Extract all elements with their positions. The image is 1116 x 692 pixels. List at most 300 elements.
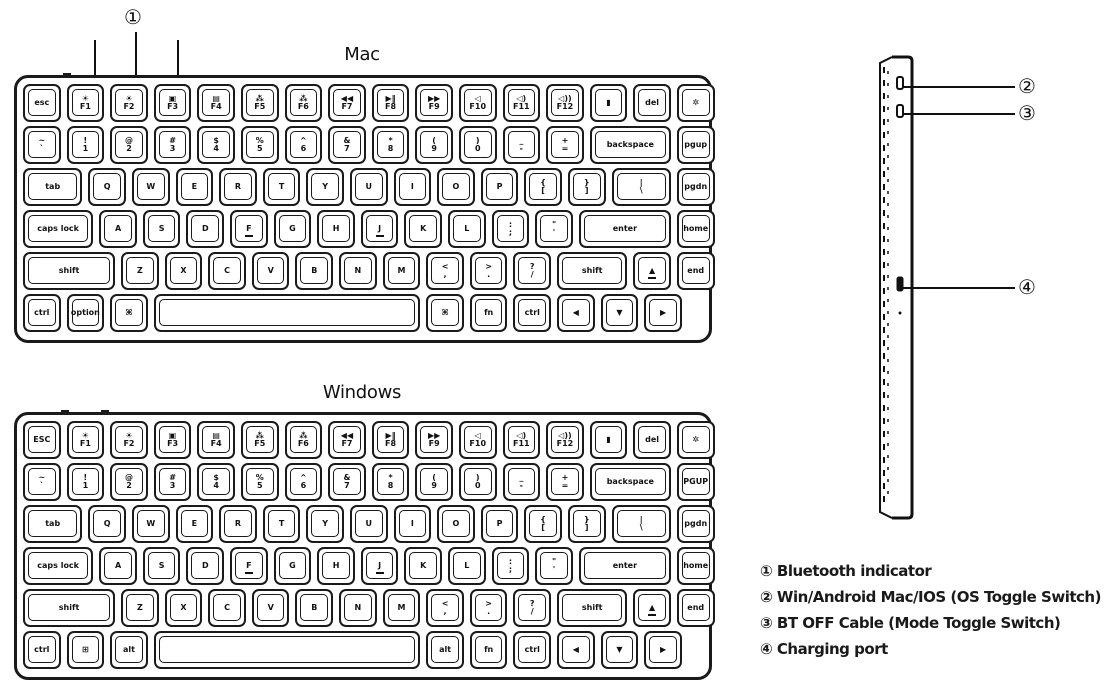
key-legend: H [332,561,340,570]
key-legend: home [683,224,709,233]
key-legend: + = [561,136,569,153]
key-legend: Q [103,519,111,528]
key-legend: esc [34,98,50,107]
key-legend: del [645,98,660,107]
key-j [361,210,399,248]
key-3 [154,84,192,122]
key-legend: + = [561,473,569,490]
key-legend: M [397,266,406,275]
key-7 [557,294,595,332]
key-legend: tab [45,182,61,191]
key-legend: option [70,308,100,317]
key-ctrl [513,631,551,669]
key-legend: ▮ [606,98,611,107]
key-11 [535,210,573,248]
key-legend: end [687,603,705,612]
key-9 [415,126,453,164]
key-w [132,168,170,206]
key-row [23,84,703,122]
key-m [383,589,421,627]
key-legend: ▶ [659,645,667,654]
key-legend: K [420,224,427,233]
key-legend: A [114,561,122,570]
key-j [361,547,399,585]
key-legend: ✲ [692,435,700,444]
callout-3-label: ③ [1018,101,1036,125]
key-shift [23,252,115,290]
key-row [23,631,703,669]
callout-3-line [903,113,1015,115]
key-legend: ▲ [649,266,656,275]
key-legend: ◁)) F12 [556,431,574,448]
key-legend: ctrl [524,645,540,654]
key-legend: Y [322,519,329,528]
key-legend: O [452,519,460,528]
key-l [448,547,486,585]
key-s [143,210,181,248]
key-12 [546,126,584,164]
key-legend: ⁂ F6 [297,94,309,111]
indicator-light [61,410,69,414]
key-9 [470,589,508,627]
key-15 [677,84,715,122]
key-legend: $ 4 [213,136,219,153]
key-11 [503,421,541,459]
key-legend: F [246,561,252,570]
key-legend: ☀ F1 [79,431,91,448]
key-legend: V [267,266,274,275]
key-h [317,210,355,248]
key-p [481,168,519,206]
key-legend: ◁ F10 [469,431,487,448]
key-row [23,589,703,627]
key-legend: ◀ [572,308,579,317]
key-caps-lock [23,547,93,585]
homing-bump [245,235,253,237]
key-d [186,210,224,248]
key-11 [524,168,562,206]
key-u [350,168,388,206]
key-legend: backspace [606,140,654,149]
key-b [295,589,333,627]
key-t [263,505,301,543]
key-home [677,547,715,585]
key-2 [110,126,148,164]
key-row [23,126,708,164]
key-v [252,252,290,290]
key-legend: G [289,224,296,233]
key-7 [328,463,366,501]
key-row [23,547,709,585]
key-g [274,547,312,585]
key-1 [67,84,105,122]
key-legend: J [378,561,382,570]
key-legend: pgdn [684,519,708,528]
key-legend: N [354,603,362,612]
key-legend: } ] [583,178,590,195]
key-legend: ▶▶ F9 [427,94,441,111]
key-7 [328,84,366,122]
key-10 [459,421,497,459]
homing-bump [376,572,384,574]
key-legend: { [ [540,515,546,532]
key-legend: ▶‖ F8 [385,431,397,448]
legend-item-os-toggle-switch: ② Win/Android Mac/IOS (OS Toggle Switch) [760,588,1101,606]
key-end [677,589,715,627]
key-legend: ) 0 [474,473,481,490]
key-legend: L [464,561,470,570]
key-legend: | \ [639,178,643,195]
key-legend: shift [58,603,80,612]
key-legend: ◁)) F12 [556,94,574,111]
key-legend: B [311,603,318,612]
key-row [23,463,709,501]
key-12 [568,168,606,206]
key-0 [23,463,61,501]
key-row [23,421,703,459]
key-12 [633,252,671,290]
legend [760,558,1116,662]
key-w [132,505,170,543]
key-legend: ! 1 [82,136,89,153]
key-pgup [677,126,715,164]
key-x [165,589,203,627]
key-10 [459,463,497,501]
key-legend: : ; [508,220,513,237]
key-2 [110,421,148,459]
key-end [677,252,715,290]
key-legend: ^ 6 [300,473,307,490]
key-p [481,505,519,543]
key-legend: G [289,561,296,570]
key-k [404,547,442,585]
key-shift [23,589,115,627]
key-12 [568,505,606,543]
key-ctrl [23,294,61,332]
key-13 [612,168,671,206]
key-legend: ~ ` [38,473,46,490]
key-legend: ctrl [34,645,50,654]
key-l [448,210,486,248]
key-enter [579,547,671,585]
key-legend: L [464,224,470,233]
key-legend: fn [484,308,494,317]
key-13 [590,84,628,122]
key-11 [503,463,541,501]
key-legend: ! 1 [82,473,89,490]
key-space [154,294,421,332]
mac-layout-title: Mac [344,44,380,65]
key-legend: " ' [551,557,557,574]
key-legend: A [114,224,122,233]
key-legend: ◁) F11 [513,94,530,111]
key-3 [154,421,192,459]
key-o [437,505,475,543]
windows-keyboard [14,412,712,680]
key-z [121,589,159,627]
key-legend: O [452,182,460,191]
key-legend: ⌘ [441,308,449,317]
key-4 [197,126,235,164]
key-2 [110,294,148,332]
key-9 [644,294,682,332]
key-space [154,631,421,669]
key-9 [415,421,453,459]
key-legend: ◀ [572,645,579,654]
key-row [23,294,703,332]
key-legend: D [201,561,209,570]
key-legend: ▶ [659,308,667,317]
homing-bump [245,572,253,574]
key-legend: > . [485,599,492,616]
key-x [165,252,203,290]
key-legend: ▼ [616,308,623,317]
key-legend: R [234,182,242,191]
key-y [306,168,344,206]
key-row [23,210,709,248]
key-legend: % 5 [255,473,264,490]
key-legend: < , [441,599,449,616]
key-legend: ctrl [524,308,540,317]
key-legend: fn [484,645,494,654]
key-8 [601,631,639,669]
key-pgdn [677,505,715,543]
key-del [633,421,671,459]
indicator-light [63,73,71,77]
key-n [339,589,377,627]
key-12 [546,421,584,459]
key-5 [241,463,279,501]
key-legend: ◁ F10 [469,94,487,111]
key-legend: ? / [529,599,535,616]
key-enter [579,210,671,248]
key-legend: PGUP [683,477,709,486]
key-pgdn [677,168,715,206]
indicator-light [101,410,109,414]
key-legend: @ 2 [124,136,133,153]
key-option [67,294,105,332]
key-9 [470,252,508,290]
key-legend: ( 9 [431,136,437,153]
key-r [219,168,257,206]
key-fn [470,631,508,669]
key-legend: * 8 [387,473,394,490]
key-ctrl [23,631,61,669]
key-g [274,210,312,248]
key-e [176,505,214,543]
callout-2-label: ② [1018,74,1036,98]
key-8 [601,294,639,332]
key-legend: $ 4 [213,473,219,490]
mode-toggle-switch [897,105,903,117]
key-legend: ⊞ [82,645,89,654]
key-4 [197,84,235,122]
key-legend: ☀ F1 [79,94,91,111]
key-legend: X [180,603,187,612]
key-1 [67,463,105,501]
key-8 [372,84,410,122]
key-8 [426,589,464,627]
key-legend: ▶▶ F9 [427,431,441,448]
key-fn [470,294,508,332]
key-t [263,168,301,206]
key-7 [328,126,366,164]
key-0 [23,126,61,164]
key-shift [557,252,627,290]
key-legend: # 3 [169,473,176,490]
key-6 [285,421,323,459]
key-y [306,505,344,543]
key-shift [557,589,627,627]
homing-bump [648,277,656,279]
key-2 [110,84,148,122]
key-legend: R [234,519,242,528]
key-legend: % 5 [255,136,264,153]
key-legend: W [146,519,156,528]
key-4 [426,294,464,332]
key-legend: { [ [540,178,546,195]
key-legend: > . [485,262,492,279]
key-row [23,252,703,290]
key-legend: Z [136,266,143,275]
key-legend: D [201,224,209,233]
key-legend: end [687,266,705,275]
key-legend: @ 2 [124,473,133,490]
key-esc [23,421,61,459]
key-legend: ☀ F2 [123,94,135,111]
key-legend: | \ [639,515,643,532]
key-b [295,252,333,290]
key-m [383,252,421,290]
homing-bump [376,235,384,237]
key-legend: ) 0 [474,136,481,153]
key-7 [557,631,595,669]
key-alt [110,631,148,669]
key-5 [241,126,279,164]
callout-4-label: ④ [1018,275,1036,299]
key-legend: shift [581,603,603,612]
key-legend: S [158,561,165,570]
key-f [230,547,268,585]
key-legend: ✲ [692,98,700,107]
key-legend: P [496,519,503,528]
key-s [143,547,181,585]
key-6 [285,463,323,501]
key-12 [546,84,584,122]
key-legend: backspace [606,477,654,486]
key-legend: enter [612,224,638,233]
key-1 [67,421,105,459]
key-4 [197,421,235,459]
key-legend: ◀◀ F7 [340,431,354,448]
key-legend: S [158,224,165,233]
key-15 [677,421,715,459]
key-8 [372,126,410,164]
key-legend: ▲ [649,603,656,612]
key-legend: shift [581,266,603,275]
key-legend: E [191,182,198,191]
key-11 [503,84,541,122]
key-v [252,589,290,627]
key-legend: I [410,519,414,528]
key-legend: F [246,224,252,233]
key-legend: C [224,603,231,612]
key-legend: I [410,182,414,191]
key-legend: " ' [551,220,557,237]
key-legend: # 3 [169,136,176,153]
key-tab [23,168,82,206]
key-row [23,505,708,543]
key-12 [546,463,584,501]
key-legend: pgdn [684,182,708,191]
key-legend: ESC [33,435,51,444]
key-legend: C [224,266,231,275]
key-legend: ☀ F2 [123,431,135,448]
key-q [88,168,126,206]
key-13 [590,421,628,459]
key-10 [459,84,497,122]
key-k [404,210,442,248]
key-legend: } ] [583,515,590,532]
key-row [23,168,708,206]
key-5 [241,421,279,459]
key-8 [372,421,410,459]
key-legend: T [278,182,285,191]
key-z [121,252,159,290]
key-r [219,505,257,543]
key-legend: N [354,266,362,275]
windows-layout-title: Windows [322,382,402,403]
key-legend: tab [45,519,61,528]
key-legend: : ; [508,557,513,574]
key-5 [241,84,279,122]
key-pgup [677,463,715,501]
legend-item-charging-port: ④ Charging port [760,640,888,658]
key-legend: & 7 [343,136,351,153]
key-legend: M [397,603,406,612]
key-legend: E [191,519,198,528]
key-legend: J [378,224,382,233]
key-c [208,252,246,290]
key-6 [285,84,323,122]
key-legend: ~ ` [38,136,46,153]
key-13 [612,505,671,543]
key-d [186,547,224,585]
key-legend: ⁂ F5 [254,94,266,111]
key-3 [154,463,192,501]
key-backspace [590,126,671,164]
key-legend: ▣ F3 [167,94,179,111]
key-legend: H [332,224,340,233]
key-legend: Y [322,182,329,191]
key-8 [372,463,410,501]
homing-bump [648,614,656,616]
key-caps-lock [23,210,93,248]
key-1 [67,631,105,669]
key-11 [503,126,541,164]
key-legend: ctrl [34,308,50,317]
key-1 [67,126,105,164]
key-esc [23,84,61,122]
key-2 [110,463,148,501]
key-legend: ▮ [606,435,611,444]
key-7 [328,421,366,459]
key-11 [535,547,573,585]
key-backspace [590,463,671,501]
key-legend: enter [612,561,638,570]
key-legend: Q [103,182,111,191]
key-legend: alt [439,645,452,654]
